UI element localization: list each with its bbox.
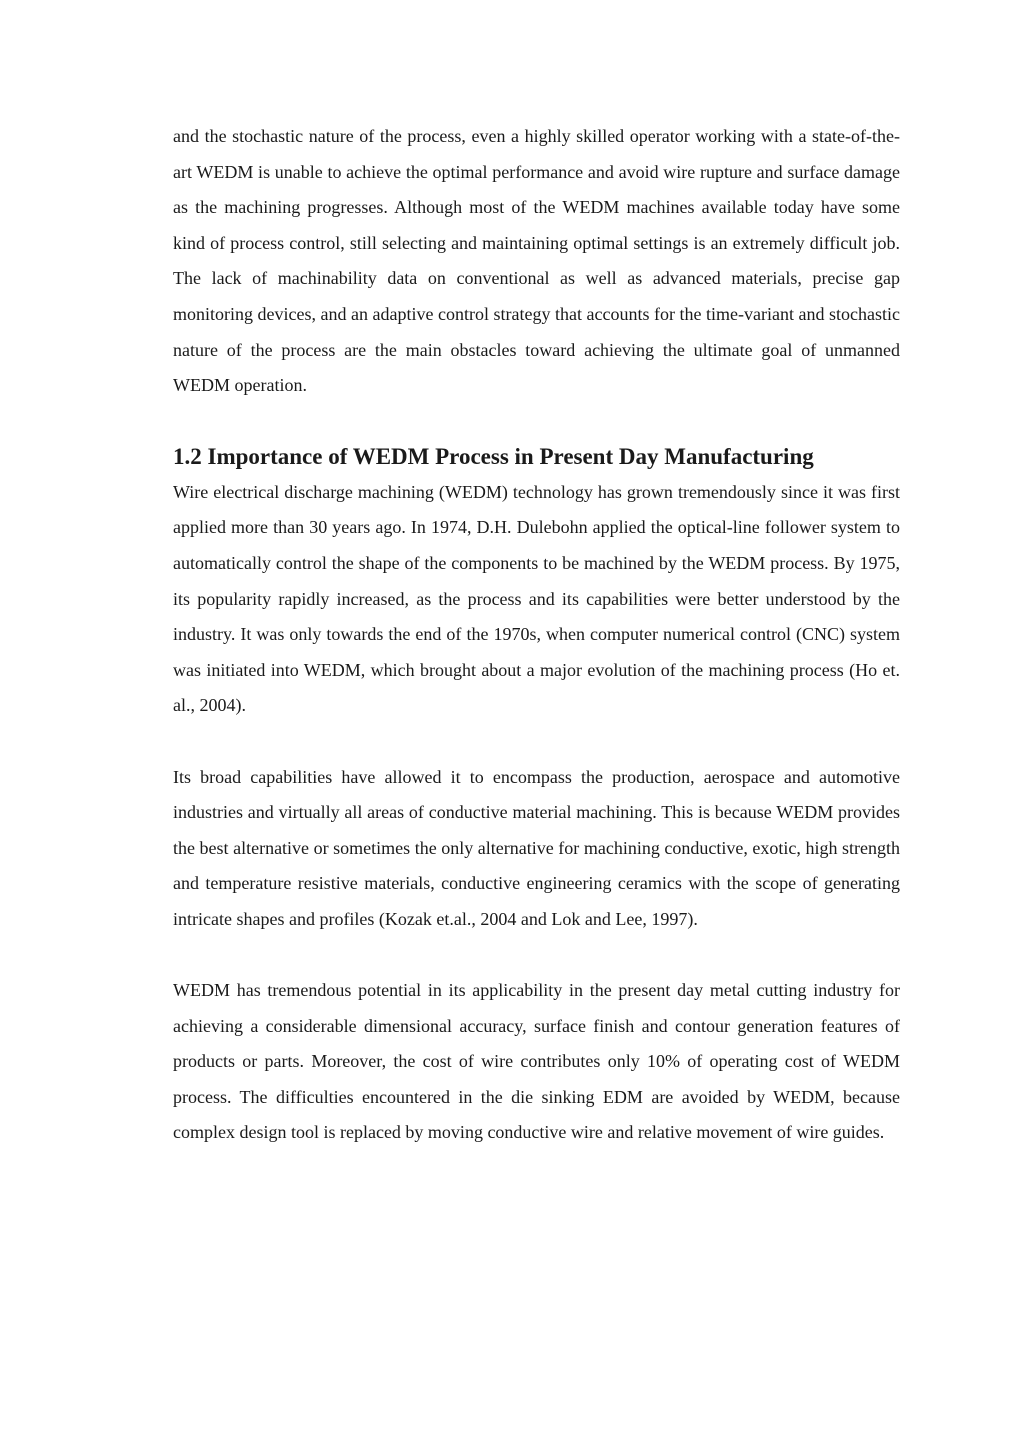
intro-paragraph: and the stochastic nature of the process, even a highly skilled operator working with a state-of-the-art WEDM is unable to achieve the optimal performance and avoid wire rupture and surface damage as the machining progresses. Although most of the WEDM machines available today have some kind of process control, still selecting and maintaining optimal settings is an extremely difficult job. The lack of machinability data on conventional as well as advanced materials, precise gap monitoring devices, and an adaptive control strategy that accounts for the time-variant and stochastic nature of the process are the main obstacles toward achieving the ultimate goal of unmanned WEDM operation. [173, 126, 900, 396]
paragraph-history: Wire electrical discharge machining (WEDM) technology has grown tremendously since it was first applied more than 30 years ago. In 1974, D.H. Dulebohn applied the optical-line follower system to automatically control the shape of the components to be machined by the WEDM process. By 1975, its popularity rapidly increased, as the process and its capabilities were better understood by the industry. It was only towards the end of the 1970s, when computer numerical control (CNC) system was initiated into WEDM, which brought about a major evolution of the machining process (Ho et. al., 2004). [173, 481, 900, 716]
section-heading: 1.2 Importance of WEDM Process in Present Day Manufacturing [173, 443, 814, 469]
paragraph-potential: WEDM has tremendous potential in its applicability in the present day metal cutting industry for achieving a considerable dimensional accuracy, surface finish and contour generation features of products or parts. Moreover, the cost of wire contributes only 10% of operating cost of WEDM process. The difficulties encountered in the die sinking EDM are avoided by WEDM, because complex design tool is replaced by moving conductive wire and relative movement of wire guides. [173, 980, 900, 1143]
page-content [173, 119, 900, 1151]
paragraph-capabilities: Its broad capabilities have allowed it to encompass the production, aerospace and automotive industries and virtually all areas of conductive material machining. This is because WEDM provides the best alternative or sometimes the only alternative for machining conductive, exotic, high strength and temperature resistive materials, conductive engineering ceramics with the scope of generating intricate shapes and profiles (Kozak et.al., 2004 and Lok and Lee, 1997). [173, 766, 900, 929]
